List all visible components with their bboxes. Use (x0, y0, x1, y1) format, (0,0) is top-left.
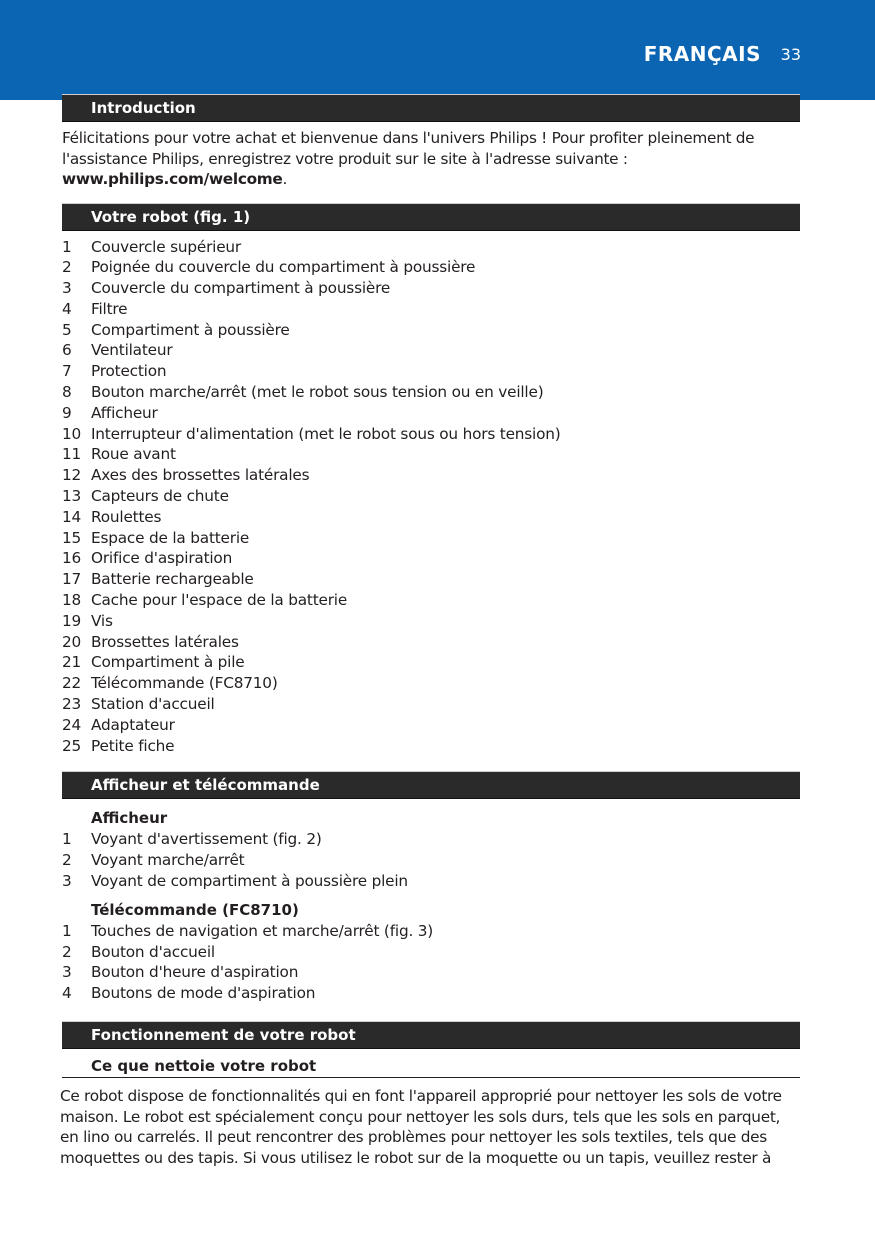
list-item (62, 320, 800, 341)
list-item (62, 382, 800, 403)
intro-after: . (282, 170, 288, 188)
list-item (62, 652, 800, 673)
list-item-text: Orifice d'aspiration (91, 549, 233, 568)
list-item-text: Roulettes (91, 507, 162, 526)
list-item-text: Compartiment à pile (91, 653, 245, 672)
list-item-number: 20 (62, 632, 82, 651)
philips-welcome-link[interactable]: www.philips.com/welcome (62, 170, 283, 188)
list-item (62, 715, 800, 736)
list-item-number: 18 (62, 591, 82, 610)
list-item-text: Adaptateur (91, 715, 175, 734)
list-item-number: 25 (62, 736, 82, 755)
list-item (62, 611, 800, 632)
list-item-text: Filtre (91, 299, 128, 318)
list-item-text: Roue avant (91, 445, 176, 464)
list-item (62, 632, 800, 653)
language-label: FRANÇAIS (643, 42, 761, 66)
list-item-number: 2 (62, 851, 72, 870)
intro-paragraph (62, 128, 800, 190)
list-item (62, 257, 800, 278)
list-item-number: 4 (62, 984, 72, 1003)
list-item-text: Boutons de mode d'aspiration (91, 984, 316, 1003)
list-item-number: 15 (62, 528, 82, 547)
section-heading-introduction (62, 94, 800, 121)
section-heading-votre-robot (62, 203, 800, 230)
section-heading-label: Afficheur et télécommande (91, 776, 320, 795)
list-item-number: 12 (62, 466, 82, 485)
list-item-text: Télécommande (FC8710) (91, 674, 278, 693)
list-item (62, 569, 800, 590)
list-item-text: Voyant d'avertissement (fig. 2) (91, 830, 322, 849)
list-item-text: Bouton d'heure d'aspiration (91, 963, 299, 982)
page-number: 33 (780, 45, 801, 64)
list-item (62, 962, 800, 983)
operation-paragraph: Ce robot dispose de fonctionnalités qui en font l'appareil approprié pour nettoyer les sols de votre maison. Le robot est spécialement conçu pour nettoyer les sols durs, tels que les sols en parquet, en lino ou carrelés. Il peut rencontrer des problèmes pour nettoyer les sols textiles, tels que des moquettes ou des tapis. Si vous utilisez le robot sur de la moquette ou un tapis, veuillez rester à (60, 1087, 782, 1167)
list-item-text: Bouton d'accueil (91, 942, 215, 961)
list-item-number: 2 (62, 942, 72, 961)
list-item-number: 8 (62, 383, 72, 402)
list-item-text: Bouton marche/arrêt (met le robot sous tension ou en veille) (91, 383, 544, 402)
list-item-number: 3 (62, 963, 72, 982)
list-item-number: 23 (62, 695, 82, 714)
list-item (62, 486, 800, 507)
list-item-number: 24 (62, 715, 82, 734)
list-item (62, 340, 800, 361)
list-item (62, 942, 800, 963)
list-item (62, 278, 800, 299)
list-item (62, 424, 800, 445)
operation-subheading: Ce que nettoie votre robot (62, 1055, 800, 1078)
list-item-number: 7 (62, 362, 72, 381)
list-item (62, 403, 800, 424)
list-item-number: 16 (62, 549, 82, 568)
list-item (62, 921, 800, 942)
list-item (62, 299, 800, 320)
list-item (62, 983, 800, 1004)
section-heading-label: Fonctionnement de votre robot (91, 1026, 356, 1044)
list-item (62, 237, 800, 258)
remote-items-list (62, 921, 800, 1004)
list-item-number: 11 (62, 445, 82, 464)
list-item (62, 548, 800, 569)
display-subheading: Afficheur (91, 809, 168, 828)
list-item (62, 507, 800, 528)
list-item-text: Touches de navigation et marche/arrêt (fig. 3) (91, 921, 434, 940)
list-item-number: 13 (62, 487, 82, 506)
list-item (62, 829, 800, 850)
list-item-number: 1 (62, 921, 72, 940)
list-item-number: 1 (62, 830, 72, 849)
list-item (62, 673, 800, 694)
list-item (62, 736, 800, 757)
section-heading-label: Introduction (91, 99, 196, 117)
remote-subheading: Télécommande (FC8710) (91, 900, 299, 919)
list-item-number: 5 (62, 320, 72, 339)
intro-text: Félicitations pour votre achat et bienvenue dans l'univers Philips ! Pour profiter pleinement de l'assistance Philips, enregistrez votre produit sur le site à l'adresse suivante : (62, 129, 755, 168)
list-item (62, 871, 800, 892)
list-item (62, 694, 800, 715)
list-item-text: Couvercle du compartiment à poussière (91, 279, 391, 298)
section-heading-fonctionnement (62, 1021, 800, 1048)
list-item-text: Cache pour l'espace de la batterie (91, 591, 348, 610)
list-item (62, 465, 800, 486)
list-item-number: 14 (62, 507, 82, 526)
page-content (62, 94, 800, 1168)
list-item-text: Vis (91, 611, 113, 630)
list-item-number: 17 (62, 570, 82, 589)
list-item-text: Voyant marche/arrêt (91, 851, 245, 870)
list-item-number: 3 (62, 279, 72, 298)
list-item-text: Ventilateur (91, 341, 173, 360)
display-items-list (62, 829, 800, 891)
list-item-text: Capteurs de chute (91, 487, 229, 506)
list-item-text: Protection (91, 362, 167, 381)
list-item-number: 10 (62, 424, 82, 443)
list-item-number: 21 (62, 653, 82, 672)
list-item-text: Afficheur (91, 403, 158, 422)
robot-parts-list (62, 237, 800, 757)
list-item (62, 528, 800, 549)
list-item-text: Interrupteur d'alimentation (met le robot sous ou hors tension) (91, 424, 561, 443)
list-item-text: Poignée du couvercle du compartiment à poussière (91, 258, 476, 277)
list-item (62, 590, 800, 611)
list-item-text: Axes des brossettes latérales (91, 466, 310, 485)
list-item-text: Couvercle supérieur (91, 237, 242, 256)
list-item-text: Espace de la batterie (91, 528, 250, 547)
list-item-text: Compartiment à poussière (91, 320, 290, 339)
list-item (62, 850, 800, 871)
list-item-text: Station d'accueil (91, 695, 215, 714)
section-heading-afficheur (62, 771, 800, 798)
list-item-number: 3 (62, 872, 72, 891)
list-item-text: Voyant de compartiment à poussière plein (91, 872, 408, 891)
list-item-number: 4 (62, 299, 72, 318)
list-item-text: Petite fiche (91, 736, 175, 755)
list-item-number: 2 (62, 258, 72, 277)
list-item-text: Batterie rechargeable (91, 570, 254, 589)
list-item-text: Brossettes latérales (91, 632, 239, 651)
list-item (62, 361, 800, 382)
list-item-number: 19 (62, 611, 82, 630)
list-item-number: 1 (62, 237, 72, 256)
section-heading-label: Votre robot (fig. 1) (91, 207, 251, 226)
list-item (62, 444, 800, 465)
list-item-number: 6 (62, 341, 72, 360)
list-item-number: 22 (62, 674, 82, 693)
list-item-number: 9 (62, 403, 72, 422)
